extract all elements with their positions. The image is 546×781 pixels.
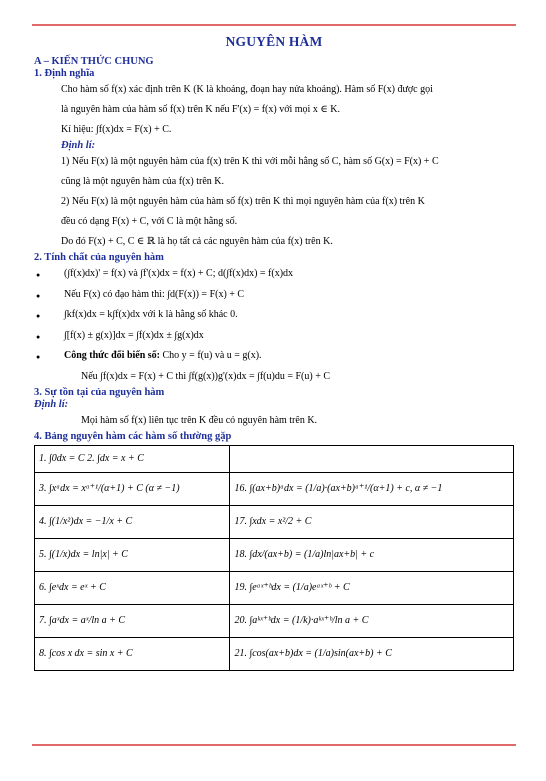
table-row	[35, 445, 514, 472]
definition-line-1: Cho hàm số f(x) xác định trên K (K là khoảng, đoạn hay nửa khoảng). Hàm số F(x) được gọi	[61, 84, 433, 95]
table-cell: 21. ∫cos(ax+b)dx = (1/a)sin(ax+b) + C	[230, 637, 514, 670]
section-heading-a: A – KIẾN THỨC CHUNG	[34, 56, 154, 67]
heading-properties: 2. Tính chất của nguyên hàm	[34, 252, 164, 263]
substitution-formula: Nếu ∫f(x)dx = F(x) + C thì ∫f(g(x))g'(x)dx = ∫f(u)du = F(u) + C	[81, 370, 331, 382]
table-cell: 20. ∫aᵏˣ⁺ᵇdx = (1/k)·aᵏˣ⁺ᵇ/ln a + C	[230, 604, 514, 637]
family-line: Do đó F(x) + C, C ∈ ℝ là họ tất cả các nguyên hàm của f(x) trên K.	[61, 236, 333, 247]
table-cell: 4. ∫(1/x²)dx = −1/x + C	[35, 505, 230, 538]
table-row	[35, 571, 514, 604]
property-item: ● (∫f(x)dx)' = f(x) và ∫f'(x)dx = f(x) + C; d(∫f(x)dx) = f(x)dx	[36, 264, 514, 285]
table-row	[35, 604, 514, 637]
substitution-text: Cho y = f(u) và u = g(x).	[160, 350, 262, 361]
property-item: ● ∫kf(x)dx = k∫f(x)dx với k là hằng số khác 0.	[36, 305, 514, 326]
table-cell: 16. ∫(ax+b)ᵅdx = (1/a)·(ax+b)ᵅ⁺¹/(α+1) + c, α ≠ −1	[230, 472, 514, 505]
substitution-label: Công thức đổi biến số:	[64, 350, 161, 361]
table-row	[35, 538, 514, 571]
table-cell: 7. ∫aˣdx = aˣ/ln a + C	[35, 604, 230, 637]
property-item: ● ∫[f(x) ± g(x)]dx = ∫f(x)dx ± ∫g(x)dx	[36, 326, 514, 347]
existence-text: Mọi hàm số f(x) liên tục trên K đều có nguyên hàm trên K.	[81, 414, 318, 426]
theorem-2-line-2: đều có dạng F(x) + C, với C là một hằng số.	[61, 216, 238, 227]
table-row	[35, 472, 514, 505]
table-row	[35, 637, 514, 670]
notation-line: Kí hiệu: ∫f(x)dx = F(x) + C.	[61, 124, 172, 135]
table-cell: 3. ∫xᵅdx = xᵅ⁺¹/(α+1) + C (α ≠ −1)	[35, 472, 230, 505]
table-cell: 19. ∫eᵃˣ⁺ᵇdx = (1/a)eᵃˣ⁺ᵇ + C	[230, 571, 514, 604]
heading-existence: 3. Sự tồn tại của nguyên hàm	[34, 386, 165, 398]
property-item: ● Nếu F(x) có đạo hàm thì: ∫d(F(x)) = F(x) + C	[36, 285, 514, 306]
table-cell: 18. ∫dx/(ax+b) = (1/a)ln|ax+b| + c	[230, 538, 514, 571]
table-row	[35, 505, 514, 538]
theorem-1-line-1: 1) Nếu F(x) là một nguyên hàm của f(x) trên K thì với mỗi hằng số C, hàm số G(x) = F(x) + C	[61, 156, 439, 167]
page-title: NGUYÊN HÀM	[225, 34, 323, 49]
table-cell: 8. ∫cos x dx = sin x + C	[35, 637, 230, 670]
theorem-2-line-1: 2) Nếu F(x) là một nguyên hàm của hàm số f(x) trên K thì mọi nguyên hàm của f(x) trên K	[61, 196, 425, 207]
top-divider	[32, 24, 516, 26]
table-cell: 17. ∫xdx = x²/2 + C	[230, 505, 514, 538]
property-item-substitution	[36, 346, 514, 367]
theorem-1-line-2: cũng là một nguyên hàm của f(x) trên K.	[61, 176, 225, 187]
heading-table: 4. Bảng nguyên hàm các hàm số thường gặp	[34, 430, 232, 442]
theorem-label: Định lí:	[61, 140, 96, 151]
heading-definition: 1. Định nghĩa	[34, 68, 95, 79]
antiderivative-table	[34, 445, 514, 671]
properties-list	[34, 264, 514, 367]
document-page	[34, 30, 514, 671]
table-cell: 1. ∫0dx = C 2. ∫dx = x + C	[35, 445, 230, 472]
bottom-divider	[32, 744, 516, 746]
table-cell	[230, 445, 514, 472]
existence-theorem-label: Định lí:	[34, 398, 69, 410]
definition-line-2: là nguyên hàm của hàm số f(x) trên K nếu F'(x) = f(x) với mọi x ∈ K.	[61, 104, 340, 115]
table-cell: 5. ∫(1/x)dx = ln|x| + C	[35, 538, 230, 571]
table-cell: 6. ∫eˣdx = eˣ + C	[35, 571, 230, 604]
